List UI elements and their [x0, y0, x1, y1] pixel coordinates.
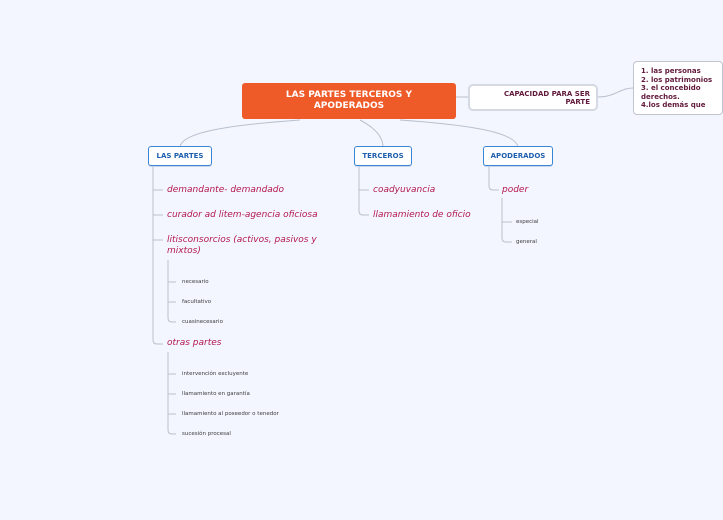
- notes-box[interactable]: [633, 61, 723, 115]
- main-topic-las-partes[interactable]: [148, 146, 212, 166]
- main-topic-label: TERCEROS: [362, 152, 404, 160]
- leaf-sucesion-procesal[interactable]: sucesión procesal: [182, 431, 231, 437]
- leaf-necesario[interactable]: necesario: [182, 279, 209, 285]
- floating-topic-capacidad[interactable]: [468, 84, 598, 111]
- leaf-general[interactable]: general: [516, 239, 537, 245]
- leaf-especial[interactable]: especial: [516, 219, 539, 225]
- leaf-intervencion-excluyente[interactable]: intervención excluyente: [182, 371, 249, 377]
- note-line: 3. el concebido: [641, 84, 701, 92]
- main-topic-terceros[interactable]: [354, 146, 412, 166]
- subtopic-otras-partes[interactable]: otras partes: [167, 338, 222, 348]
- central-topic[interactable]: [242, 83, 456, 119]
- main-topic-label: APODERADOS: [490, 152, 546, 160]
- note-line: 4.los demás que: [641, 101, 706, 109]
- subtopic-llamamiento-oficio[interactable]: llamamiento de oficio: [373, 210, 471, 220]
- subtopic-curador[interactable]: curador ad litem-agencia oficiosa: [167, 210, 318, 220]
- floating-topic-label: CAPACIDAD PARA SER PARTE: [503, 90, 590, 106]
- main-topic-apoderados[interactable]: [483, 146, 553, 166]
- leaf-llamamiento-poseedor[interactable]: llamamiento al poseedor o tenedor: [182, 411, 279, 417]
- main-topic-label: LAS PARTES: [156, 152, 204, 160]
- subtopic-litisconsorcios[interactable]: litisconsorcios (activos, pasivos y mixtos): [167, 235, 317, 256]
- note-line: 2. los patrimonios: [641, 75, 713, 84]
- leaf-llamamiento-garantia[interactable]: llamamiento en garantía: [182, 391, 250, 397]
- central-topic-label: LAS PARTES TERCEROS Y APODERADOS: [285, 90, 413, 111]
- note-line: 1. las personas: [641, 67, 701, 75]
- leaf-facultativo[interactable]: facultativo: [182, 299, 212, 305]
- subtopic-poder[interactable]: poder: [502, 185, 529, 195]
- subtopic-demandante[interactable]: demandante- demandado: [167, 185, 285, 195]
- subtopic-coadyuvancia[interactable]: coadyuvancia: [373, 185, 436, 195]
- leaf-cuasinecesario[interactable]: cuasinecesario: [182, 319, 223, 325]
- note-line: derechos.: [641, 92, 680, 101]
